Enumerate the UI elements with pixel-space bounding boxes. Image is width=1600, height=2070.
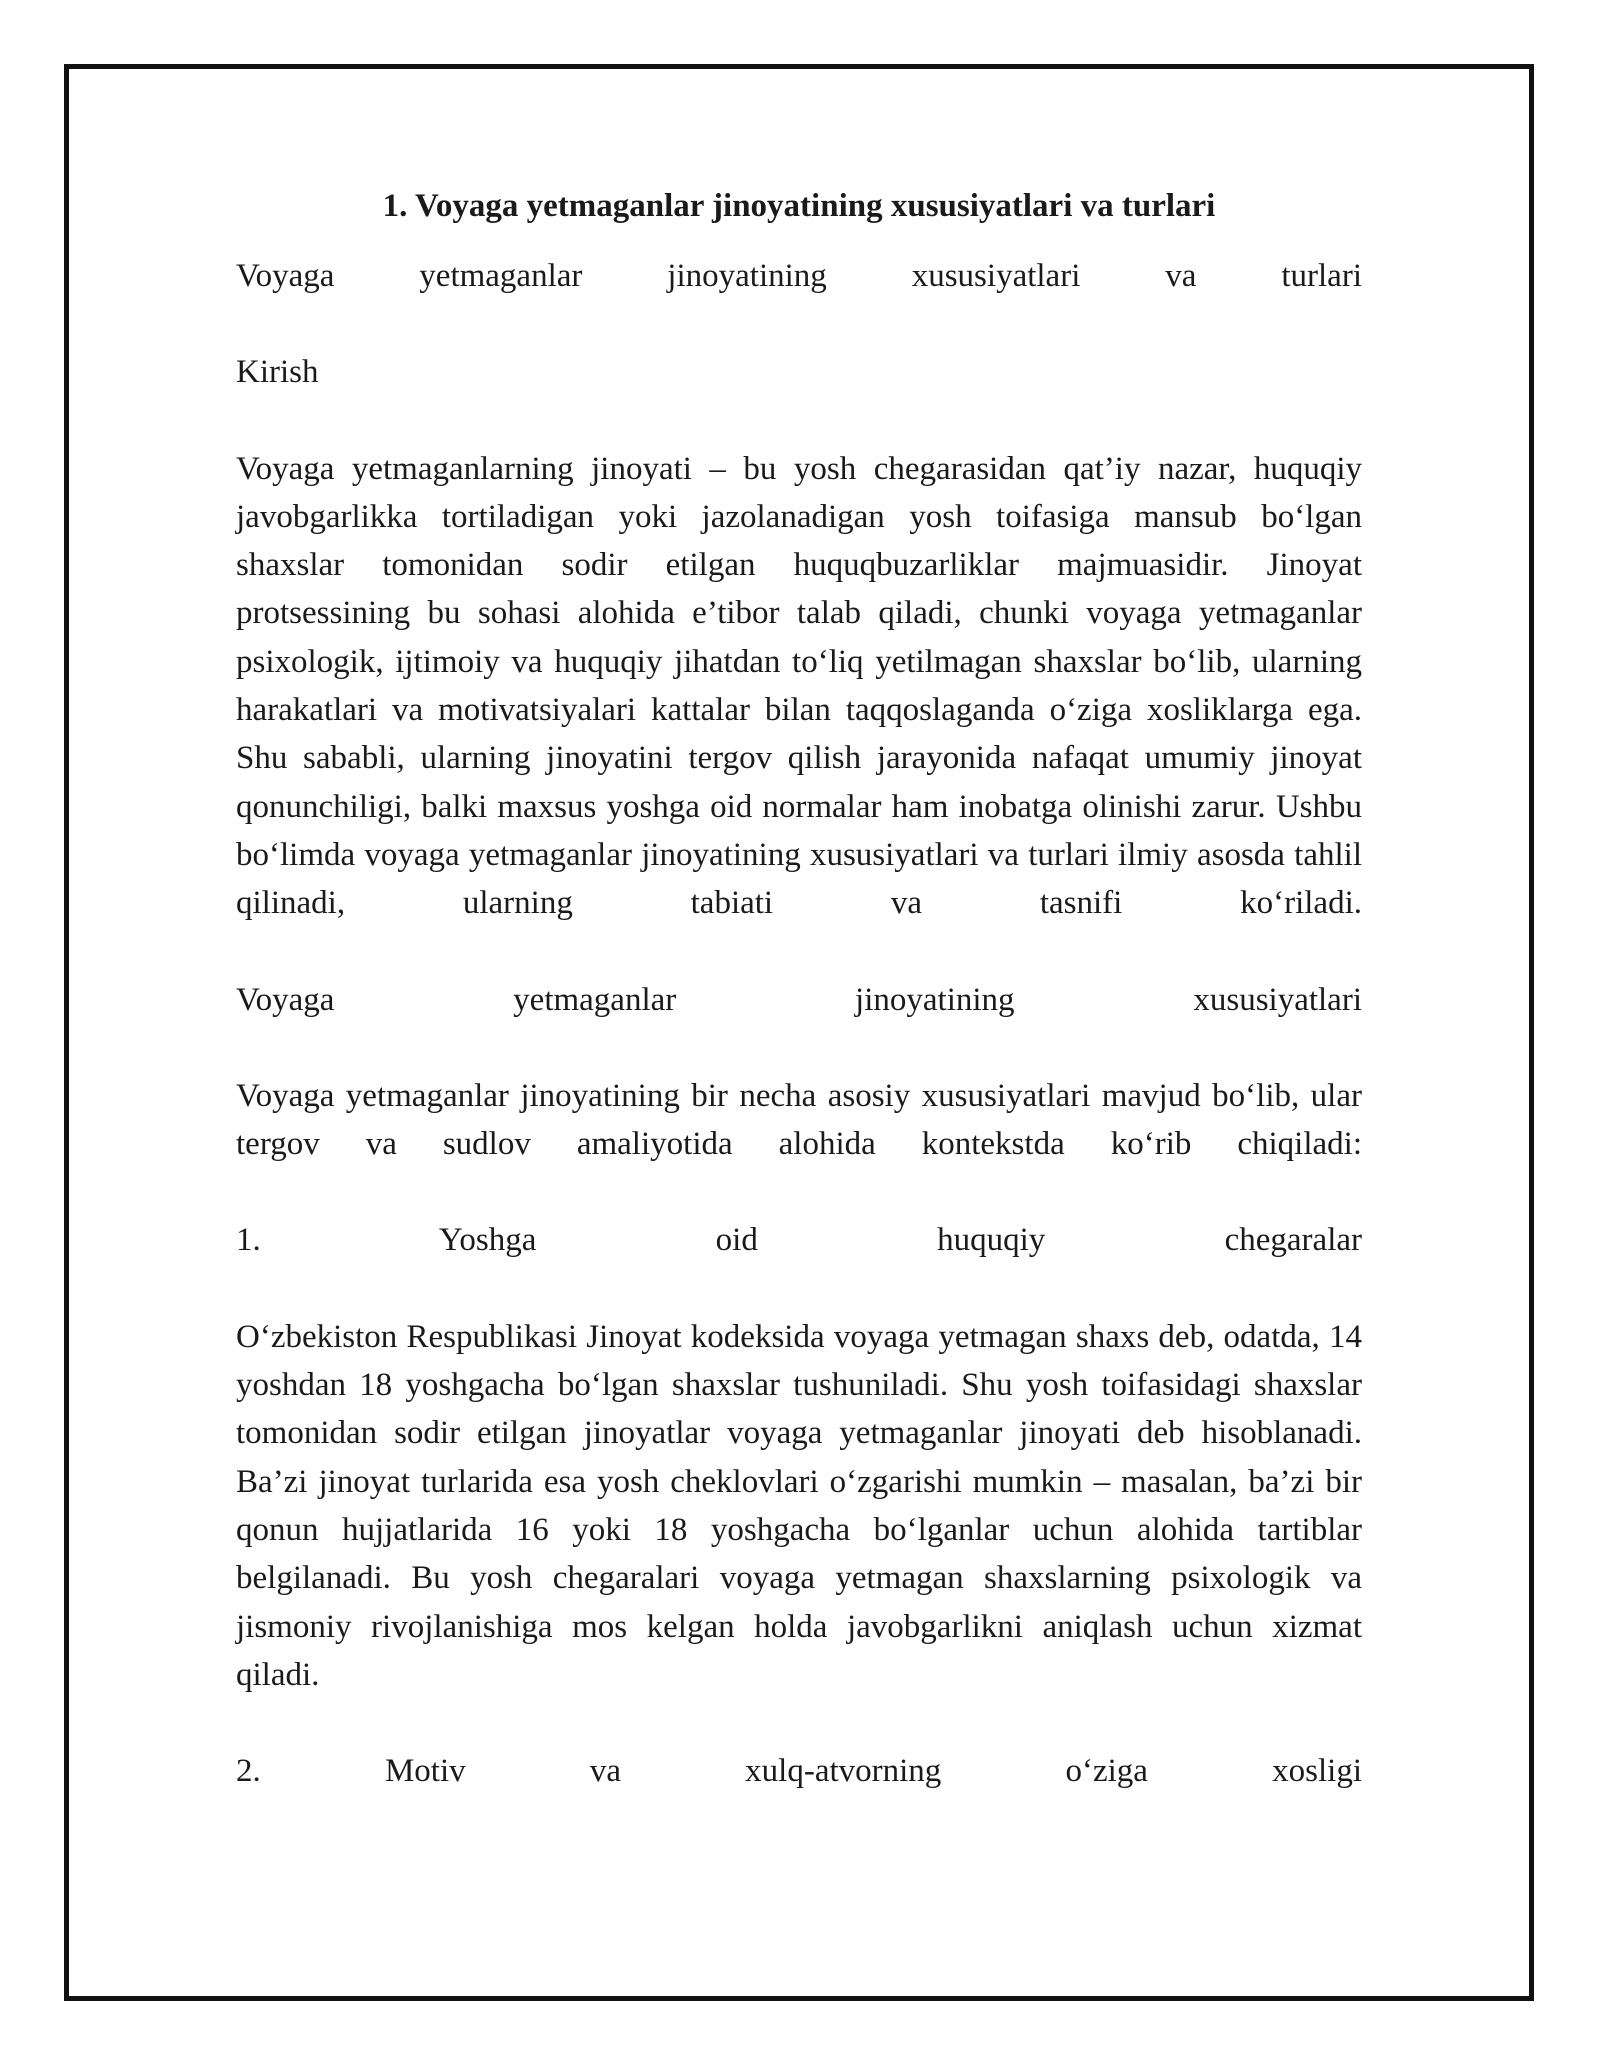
features-heading: Voyaga yetmaganlar jinoyatining xususiyatlari [236,981,1362,1018]
features-intro-paragraph: Voyaga yetmaganlar jinoyatining bir necha asosiy xususiyatlari mavjud boʻlib, ular tergov va sudlov amaliyotida alohida kontekstda koʻrib chiqiladi: [236,1077,1362,1163]
introduction-paragraph: Voyaga yetmaganlarning jinoyati – bu yosh chegarasidan qat’iy nazar, huquqiy javobgarlikka tortiladigan yoki jazolanadigan yosh toifasiga mansub boʻlgan shaxslar tomonidan sodir etilgan huquqbuzarliklar majmuasidir. Jinoyat protsessining bu sohasi alohida e’tibor talab qiladi, chunki voyaga yetmaganlar psixologik, ijtimoiy va huquqiy jihatdan toʻliq yetilmagan shaxslar boʻlib, ularning harakatlari va motivatsiyalari kattalar bilan taqqoslaganda oʻziga xosliklarga ega. Shu sababli, ularning jinoyatini tergov qilish jarayonida nafaqat umumiy jinoyat qonunchiligi, balki maxsus yoshga oid normalar ham inobatga olinishi zarur. Ushbu boʻlimda voyaga yetmaganlar jinoyatining xususiyatlari va turlari ilmiy asosda tahlil qilinadi, ularning tabiati va tasnifi koʻriladi. [236,450,1362,922]
introduction-heading: Kirish [236,354,319,391]
document-body [236,182,1362,1843]
section-heading: 1. Voyaga yetmaganlar jinoyatining xususiyatlari va turlari [382,188,1216,224]
feature-1-paragraph: Oʻzbekiston Respublikasi Jinoyat kodeksida voyaga yetmagan shaxs deb, odatda, 14 yoshdan 18 yoshgacha boʻlgan shaxslar tushuniladi. Shu yosh toifasidagi shaxslar tomonidan sodir etilgan jinoyatlar voyaga yetmaganlar jinoyati deb hisoblanadi. Ba’zi jinoyat turlarida esa yosh cheklovlari oʻzgarishi mumkin – masalan, ba’zi bir qonun hujjatlarida 16 yoki 18 yoshgacha boʻlganlar uchun alohida tartiblar belgilanadi. Bu yosh chegaralari voyaga yetmagan shaxslarning psixologik va jismoniy rivojlanishiga mos kelgan holda javobgarlikni aniqlash uchun xizmat qiladi. [236,1318,1362,1693]
subtitle-paragraph: Voyaga yetmaganlar jinoyatining xususiyatlari va turlari [236,258,1362,294]
feature-1-heading: 1. Yoshga oid huquqiy chegaralar [236,1222,1362,1259]
feature-2-heading: 2. Motiv va xulq-atvorning oʻziga xosligi [236,1753,1362,1790]
